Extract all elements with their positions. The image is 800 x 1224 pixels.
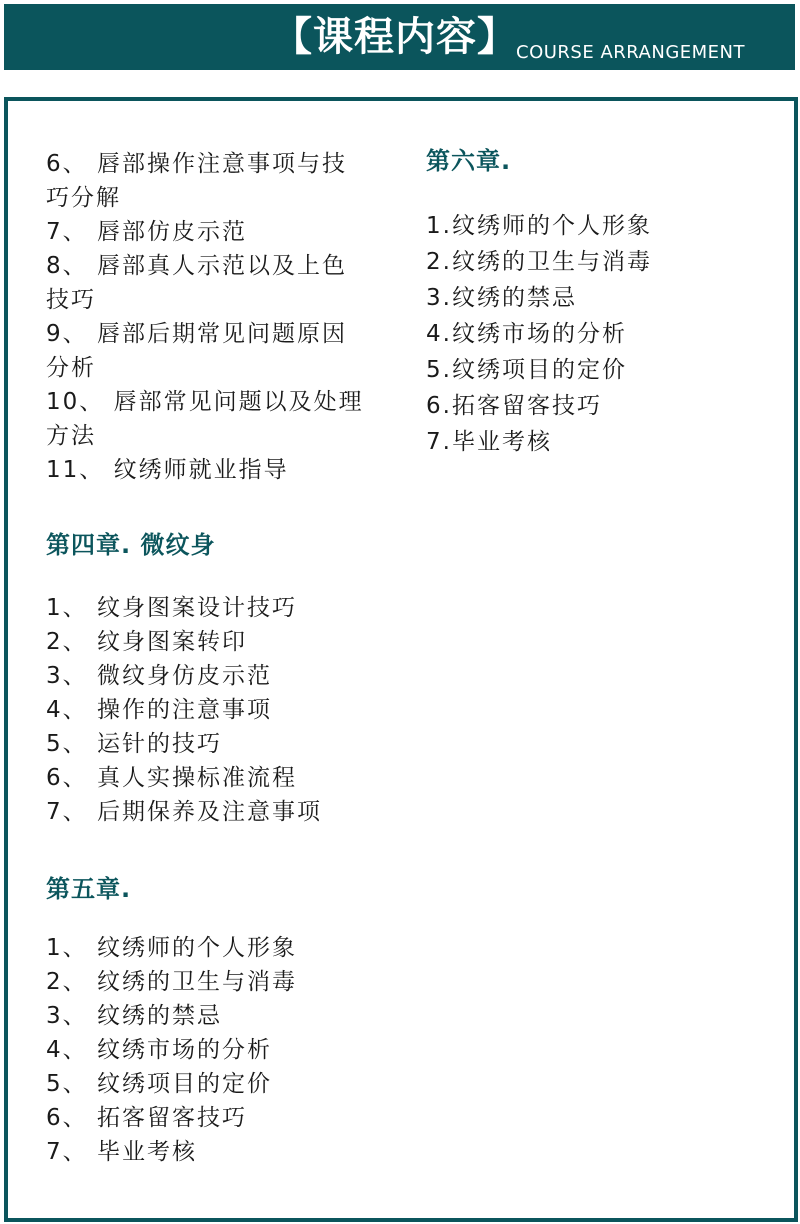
list-item: 1、 纹绣师的个人形象 (46, 935, 297, 961)
list-item: 2、 纹绣的卫生与消毒 (46, 969, 297, 995)
list-item: 7、 毕业考核 (46, 1139, 197, 1165)
list-item: 4、 操作的注意事项 (46, 697, 272, 723)
list-item: 3、 纹绣的禁忌 (46, 1003, 222, 1029)
list-item: 技巧 (46, 287, 96, 313)
list-item: 巧分解 (46, 185, 121, 211)
list-item: 1.纹绣师的个人形象 (426, 213, 652, 239)
page-title: 【课程内容】 (272, 14, 518, 60)
list-item: 9、 唇部后期常见问题原因 (46, 321, 347, 347)
list-item: 7.毕业考核 (426, 429, 552, 455)
list-item: 10、 唇部常见问题以及处理 (46, 389, 364, 415)
list-item: 4.纹绣市场的分析 (426, 321, 627, 347)
list-item: 5、 纹绣项目的定价 (46, 1071, 272, 1097)
page-subtitle: COURSE ARRANGEMENT (516, 42, 745, 63)
list-item: 7、 唇部仿皮示范 (46, 219, 247, 245)
list-item: 6.拓客留客技巧 (426, 393, 602, 419)
list-item: 4、 纹绣市场的分析 (46, 1037, 272, 1063)
list-item: 2.纹绣的卫生与消毒 (426, 249, 652, 275)
chapter-4-heading: 第四章. 微纹身 (46, 531, 216, 559)
list-item: 5.纹绣项目的定价 (426, 357, 627, 383)
chapter-5-heading: 第五章. (46, 875, 132, 903)
list-item: 分析 (46, 355, 96, 381)
list-item: 2、 纹身图案转印 (46, 629, 247, 655)
list-item: 5、 运针的技巧 (46, 731, 222, 757)
list-item: 3、 微纹身仿皮示范 (46, 663, 272, 689)
chapter-6-heading: 第六章. (426, 147, 512, 175)
list-item: 7、 后期保养及注意事项 (46, 799, 322, 825)
list-item: 8、 唇部真人示范以及上色 (46, 253, 347, 279)
list-item: 6、 真人实操标准流程 (46, 765, 297, 791)
list-item: 11、 纹绣师就业指导 (46, 457, 289, 483)
content-frame (4, 97, 798, 1222)
list-item: 6、 拓客留客技巧 (46, 1105, 247, 1131)
list-item: 3.纹绣的禁忌 (426, 285, 577, 311)
list-item: 方法 (46, 423, 96, 449)
list-item: 6、 唇部操作注意事项与技 (46, 151, 347, 177)
header-banner (4, 4, 795, 70)
list-item: 1、 纹身图案设计技巧 (46, 595, 297, 621)
